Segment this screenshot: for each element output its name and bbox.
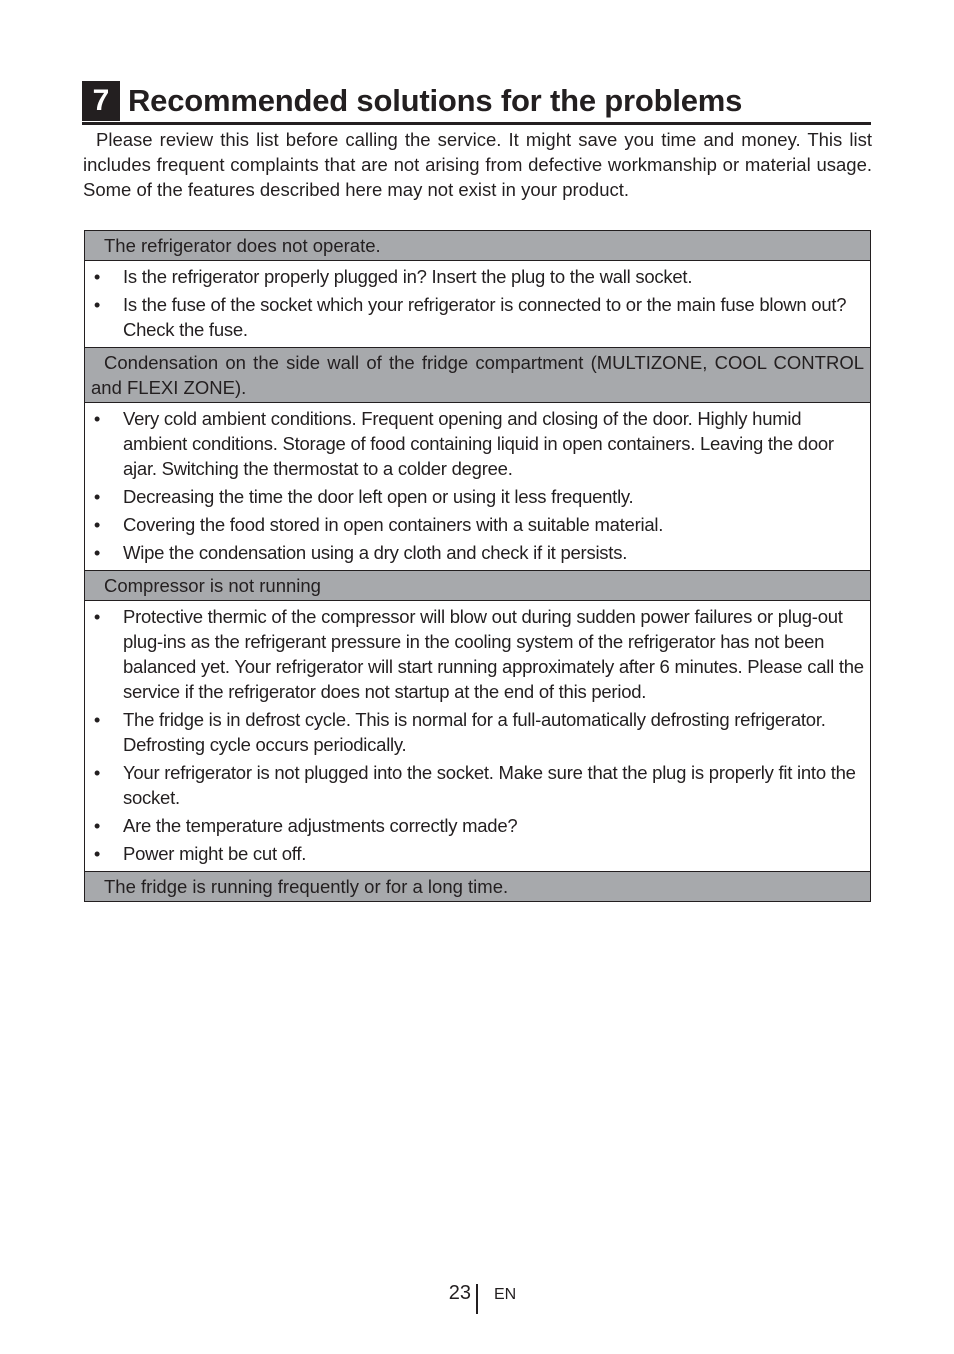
page-footer [0,1280,954,1316]
list-item: • Is the refrigerator properly plugged in? Insert the plug to the wall socket. [85,264,864,289]
problem-heading-condensation: Condensation on the side wall of the fridge compartment (MULTIZONE, COOL CONTROL and FLEXI ZONE). [85,348,870,403]
bullet-icon: • [93,542,101,563]
bullet-icon: • [93,606,101,627]
list-item: • Covering the food stored in open containers with a suitable material. [85,512,864,537]
page-number: 23 [448,1282,471,1304]
bullet-icon: • [93,709,101,730]
section-number-badge: 7 [82,81,120,121]
list-item: • Protective thermic of the compressor will blow out during sudden power failures or plug-out plug-ins as the refrigerant pressure in the cooling system of the refrigerator has not been balanced yet. Your refrigerator will start running approximately after 6 minutes. Please call the service if the refrigerator does not startup at the end of this period. [85,604,864,704]
list-item: • The fridge is in defrost cycle. This is normal for a full-automatically defrosting refrigerator. Defrosting cycle occurs periodically. [85,707,864,757]
solutions-not-operate [85,264,870,348]
list-item: • Power might be cut off. [85,841,864,866]
problem-heading-compressor: Compressor is not running [85,571,870,601]
solutions-condensation [85,406,870,571]
footer-divider [476,1284,478,1314]
bullet-icon: • [93,486,101,507]
solutions-compressor [85,604,870,872]
bullet-icon: • [93,815,101,836]
language-code: EN [494,1286,517,1303]
problem-heading-not-operate: The refrigerator does not operate. [85,231,870,261]
troubleshooting-table [84,230,871,902]
list-item: • Is the fuse of the socket which your refrigerator is connected to or the main fuse blown out? Check the fuse. [85,292,864,342]
bullet-icon: • [93,408,101,429]
problem-heading-running-long: The fridge is running frequently or for a long time. [85,872,870,901]
intro-paragraph: Please review this list before calling the service. It might save you time and money. This list includes frequent complaints that are not arising from defective workmanship or material usage. Some of the features described here may not exist in your product. [83,129,872,200]
section-heading [82,80,871,125]
bullet-icon: • [93,266,101,287]
bullet-icon: • [93,514,101,535]
list-item: • Wipe the condensation using a dry cloth and check if it persists. [85,540,864,565]
list-item: • Decreasing the time the door left open or using it less frequently. [85,484,864,509]
bullet-icon: • [93,294,101,315]
list-item: • Are the temperature adjustments correctly made? [85,813,864,838]
list-item: • Your refrigerator is not plugged into the socket. Make sure that the plug is properly fit into the socket. [85,760,864,810]
list-item: • Very cold ambient conditions. Frequent opening and closing of the door. Highly humid ambient conditions. Storage of food containing liquid in open containers. Leaving the door ajar. Switching the thermostat to a colder degree. [85,406,864,481]
bullet-icon: • [93,843,101,864]
page-title: Recommended solutions for the problems [128,83,743,118]
bullet-icon: • [93,762,101,783]
